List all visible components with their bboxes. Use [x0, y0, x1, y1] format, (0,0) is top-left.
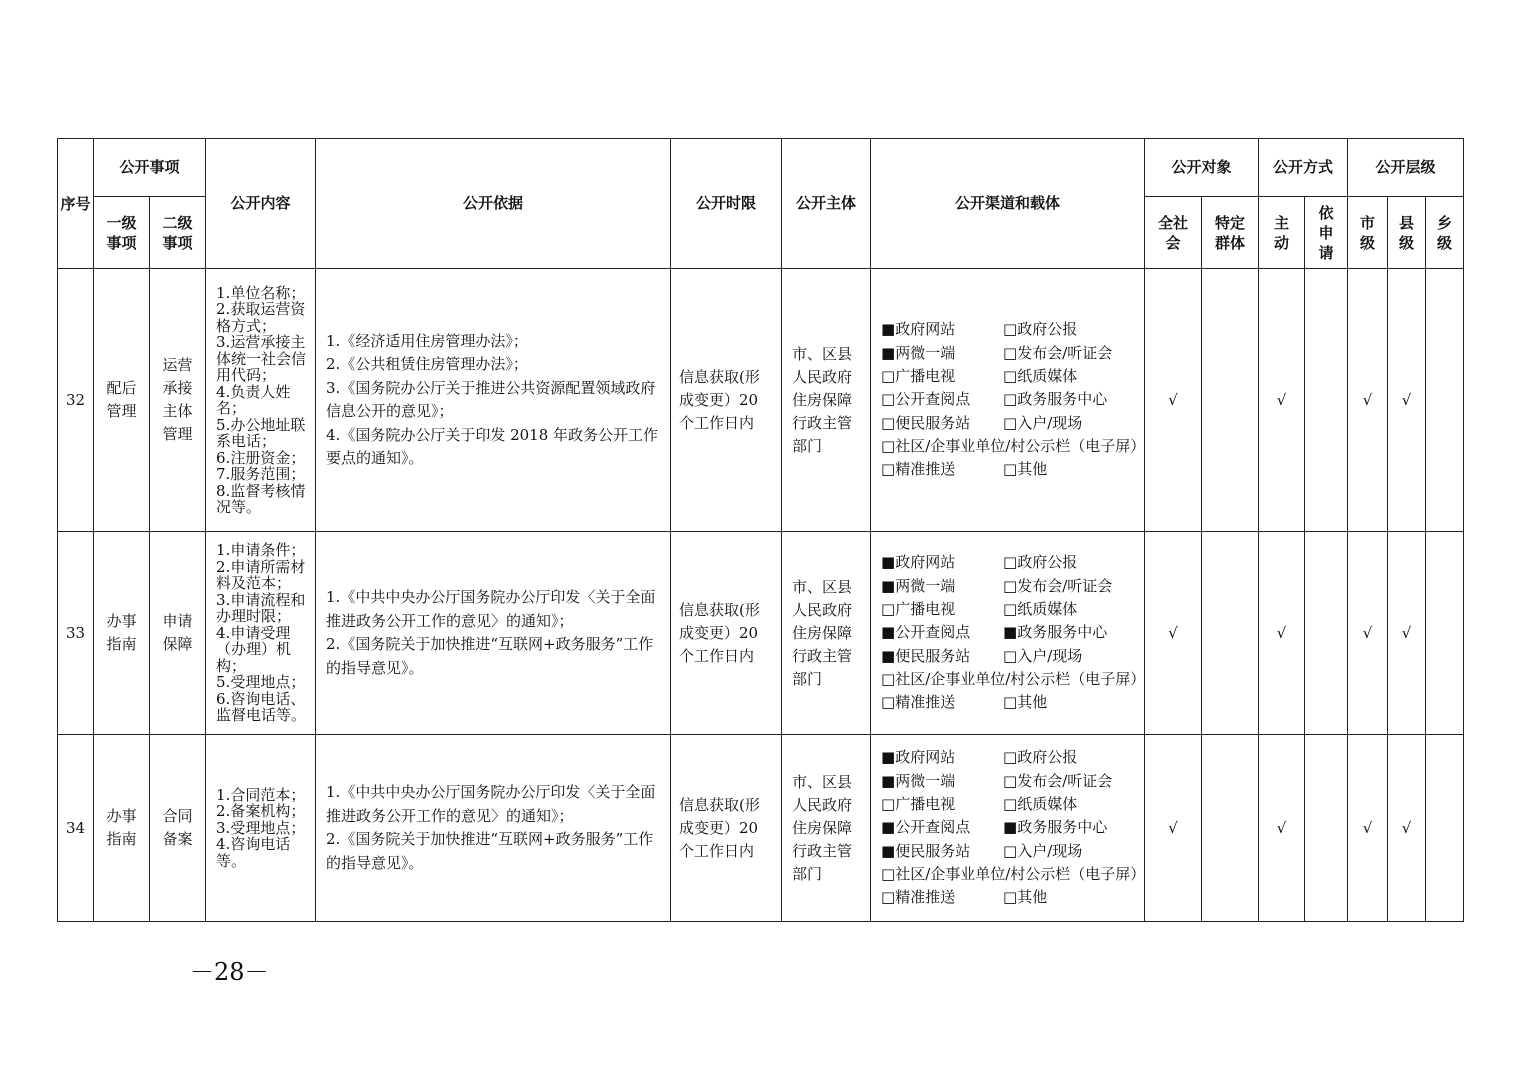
header-target-all: 全社会: [1145, 197, 1202, 269]
channel-item: □入户/现场: [1003, 646, 1083, 665]
channel-item-wide: □社区/企事业单位/村公示栏（电子屏）: [881, 864, 1146, 883]
table-body: [58, 269, 1464, 922]
cell-level-city: √: [1348, 735, 1388, 922]
channel-item: □公开查阅点: [881, 390, 971, 409]
table-row: [58, 532, 1464, 735]
header-subject: 公开主体: [782, 139, 871, 269]
channel-item: ■便民服务站: [881, 841, 971, 860]
cell-seq: 33: [58, 532, 94, 735]
table-row: [58, 269, 1464, 532]
channel-item: □政府公报: [1003, 320, 1078, 339]
header-level-town: 乡级: [1426, 197, 1464, 269]
cell-subject: 市、区县人民政府住房保障行政主管部门: [782, 735, 871, 922]
cell-level-county: √: [1388, 269, 1426, 532]
header-content: 公开内容: [206, 139, 316, 269]
channel-item: □政务服务中心: [1003, 390, 1108, 409]
cell-target-all: √: [1145, 269, 1202, 532]
channel-item: ■两微一端: [881, 343, 956, 362]
channel-item-wide: □社区/企事业单位/村公示栏（电子屏）: [881, 669, 1146, 688]
content-line: 1.单位名称；: [216, 283, 306, 302]
content-line: 8.监督考核情况等。: [216, 481, 306, 516]
channel-item: ■政府网站: [881, 553, 956, 572]
channel-item: □政府公报: [1003, 748, 1078, 767]
cell-seq: 34: [58, 735, 94, 922]
page-number: －28－: [190, 958, 269, 986]
cell-content: [206, 269, 316, 532]
header-method-group: 公开方式: [1259, 139, 1348, 197]
cell-method-request: [1305, 735, 1348, 922]
cell-method-active: √: [1259, 269, 1305, 532]
cell-basis: [316, 735, 671, 922]
channel-item: □发布会/听证会: [1003, 343, 1113, 362]
content-line: 1.合同范本；: [216, 785, 306, 804]
channel-list: [881, 551, 1146, 714]
cell-target-specific: [1202, 532, 1259, 735]
disclosure-table: [57, 138, 1464, 922]
channel-item: ■便民服务站: [881, 646, 971, 665]
cell-method-request: [1305, 532, 1348, 735]
channel-item: □入户/现场: [1003, 841, 1083, 860]
channel-item: □其他: [1003, 460, 1048, 479]
cell-method-active: √: [1259, 532, 1305, 735]
cell-seq: 32: [58, 269, 94, 532]
channel-item: □纸质媒体: [1003, 600, 1078, 619]
channel-item: □政府公报: [1003, 553, 1078, 572]
cell-method-request: [1305, 269, 1348, 532]
content-line: 4.咨询电话等。: [216, 835, 291, 870]
basis-line: 1.《中共中央办公厅国务院办公厅印发〈关于全面推进政务公开工作的意见〉的通知》；: [326, 783, 656, 825]
content-line: 3.申请流程和办理时限；: [216, 590, 306, 626]
cell-level1: 配后管理: [94, 269, 150, 532]
cell-level1: 办事指南: [94, 735, 150, 922]
cell-channel: [871, 269, 1145, 532]
content-line: 3.运营承接主体统一社会信用代码；: [216, 333, 307, 384]
channel-list: [881, 746, 1146, 909]
content-line: 5.办公地址联系电话；: [216, 415, 306, 450]
channel-item: ■政府网站: [881, 320, 956, 339]
channel-item: □精准推送: [881, 460, 956, 479]
cell-channel: [871, 735, 1145, 922]
basis-line: 4.《国务院办公厅关于印发 2018 年政务公开工作要点的通知》。: [326, 425, 659, 467]
cell-level2: 合同备案: [150, 735, 206, 922]
channel-item: □其他: [1003, 693, 1048, 712]
basis-line: 1.《中共中央办公厅国务院办公厅印发〈关于全面推进政务公开工作的意见〉的通知》；: [326, 588, 656, 630]
header-basis: 公开依据: [316, 139, 671, 269]
table-row: [58, 735, 1464, 922]
cell-level-city: √: [1348, 532, 1388, 735]
basis-line: 3.《国务院办公厅关于推进公共资源配置领域政府信息公开的意见》；: [326, 378, 656, 420]
header-target-specific: 特定群体: [1202, 197, 1259, 269]
channel-item: ■两微一端: [881, 576, 956, 595]
channel-item: □精准推送: [881, 693, 956, 712]
cell-method-active: √: [1259, 735, 1305, 922]
basis-line: 2.《公共租赁住房管理办法》；: [326, 355, 528, 373]
cell-level-city: √: [1348, 269, 1388, 532]
channel-item: □纸质媒体: [1003, 795, 1078, 814]
content-line: 1.申请条件；: [216, 541, 306, 560]
channel-item: ■两微一端: [881, 771, 956, 790]
channel-item: □发布会/听证会: [1003, 771, 1113, 790]
cell-basis: [316, 269, 671, 532]
header-channel: 公开渠道和载体: [871, 139, 1145, 269]
header-target-group: 公开对象: [1145, 139, 1259, 197]
header-level-city: 市级: [1348, 197, 1388, 269]
cell-subject: 市、区县人民政府住房保障行政主管部门: [782, 269, 871, 532]
cell-level2: 申请保障: [150, 532, 206, 735]
header-level-county: 县级: [1388, 197, 1426, 269]
channel-item: □广播电视: [881, 367, 956, 386]
channel-item: ■政务服务中心: [1003, 623, 1108, 642]
cell-target-all: √: [1145, 532, 1202, 735]
cell-target-specific: [1202, 735, 1259, 922]
cell-level-town: [1426, 735, 1464, 922]
content-line: 4.负责人姓名；: [216, 382, 291, 417]
content-line: 4.申请受理（办理）机构；: [216, 623, 292, 675]
channel-item: ■政府网站: [881, 748, 956, 767]
cell-level-county: √: [1388, 532, 1426, 735]
basis-line: 1.《经济适用住房管理办法》；: [326, 331, 528, 350]
content-line: 3.受理地点；: [216, 818, 306, 837]
cell-target-specific: [1202, 269, 1259, 532]
cell-time-limit: 信息获取(形成变更）20个工作日内: [671, 269, 782, 532]
cell-content: [206, 532, 316, 735]
channel-item: ■公开查阅点: [881, 623, 971, 642]
cell-subject: 市、区县人民政府住房保障行政主管部门: [782, 532, 871, 735]
cell-level2: 运营承接主体管理: [150, 269, 206, 532]
channel-item: □便民服务站: [881, 413, 971, 432]
channel-item: □广播电视: [881, 600, 956, 619]
channel-item: □纸质媒体: [1003, 367, 1078, 386]
content-line: 2.申请所需材料及范本；: [216, 557, 306, 593]
cell-channel: [871, 532, 1145, 735]
cell-time-limit: 信息获取(形成变更）20个工作日内: [671, 532, 782, 735]
channel-item: □其他: [1003, 888, 1048, 907]
cell-basis: [316, 532, 671, 735]
cell-target-all: √: [1145, 735, 1202, 922]
header-seq: 序号: [58, 139, 94, 269]
header-time-limit: 公开时限: [671, 139, 782, 269]
content-line: 5.受理地点；: [216, 673, 306, 692]
header-method-active: 主动: [1259, 197, 1305, 269]
channel-item: □入户/现场: [1003, 413, 1083, 432]
channel-item: ■公开查阅点: [881, 818, 971, 837]
cell-content: [206, 735, 316, 922]
content-line: 6.咨询电话、监督电话等。: [216, 689, 307, 725]
cell-level-town: [1426, 269, 1464, 532]
header-method-request: 依申请: [1305, 197, 1348, 269]
basis-line: 2.《国务院关于加快推进“互联网+政务服务”工作的指导意见》。: [326, 635, 654, 677]
channel-item-wide: □社区/企事业单位/村公示栏（电子屏）: [881, 436, 1146, 455]
channel-item: ■政务服务中心: [1003, 818, 1108, 837]
cell-time-limit: 信息获取(形成变更）20个工作日内: [671, 735, 782, 922]
header-level2: 二级事项: [150, 197, 206, 269]
content-line: 7.服务范围；: [216, 465, 306, 483]
header-level1: 一级事项: [94, 197, 150, 269]
cell-level1: 办事指南: [94, 532, 150, 735]
header-level-group: 公开层级: [1348, 139, 1464, 197]
channel-item: □广播电视: [881, 795, 956, 814]
channel-list: [881, 318, 1146, 481]
channel-item: □精准推送: [881, 888, 956, 907]
cell-level-town: [1426, 532, 1464, 735]
content-line: 2.获取运营资格方式；: [216, 300, 306, 335]
header-item-group: 公开事项: [94, 139, 206, 197]
content-line: 2.备案机构；: [216, 802, 306, 821]
content-line: 6.注册资金；: [216, 448, 306, 467]
basis-line: 2.《国务院关于加快推进“互联网+政务服务”工作的指导意见》。: [326, 830, 654, 872]
cell-level-county: √: [1388, 735, 1426, 922]
channel-item: □发布会/听证会: [1003, 576, 1113, 595]
